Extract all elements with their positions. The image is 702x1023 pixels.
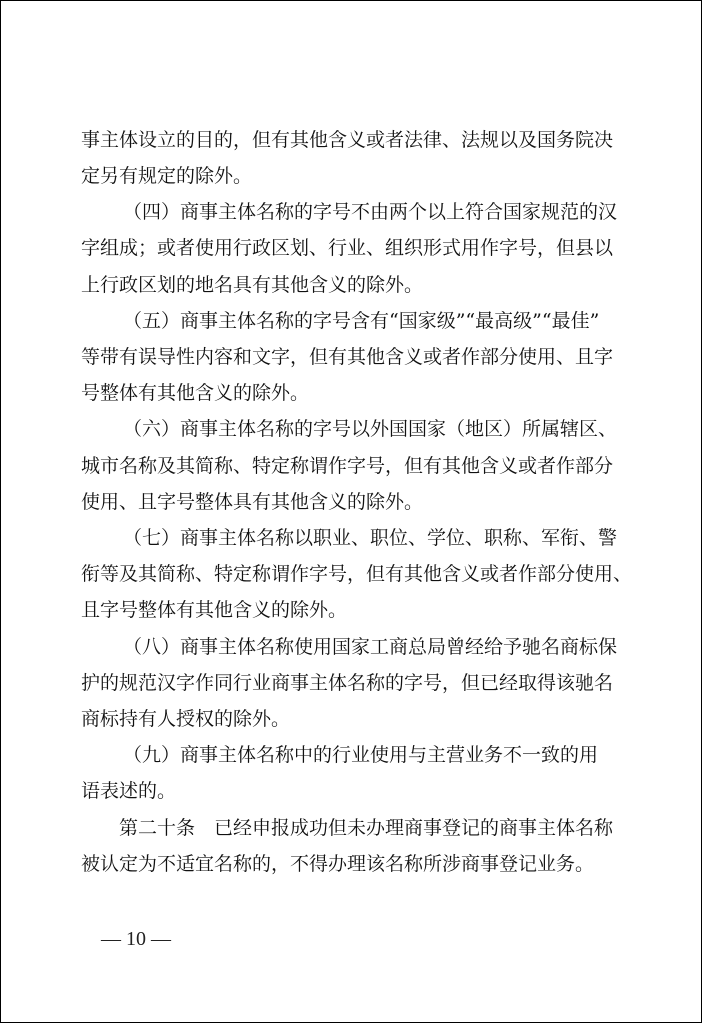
text-line: 使用、且字号整体具有其他含义的除外。 bbox=[81, 491, 424, 513]
text-line: 定另有规定的除外。 bbox=[81, 165, 253, 187]
text-line: （七）商事主体名称以职业、职位、学位、职称、军衔、警 bbox=[123, 527, 618, 549]
text-line: 被认定为不适宜名称的，不得办理该名称所涉商事登记业务。 bbox=[81, 853, 595, 875]
text-line: （八）商事主体名称使用国家工商总局曾经给予驰名商标保 bbox=[123, 636, 618, 658]
text-line: 护的规范汉字作同行业商事主体名称的字号，但已经取得该驰名 bbox=[81, 672, 614, 694]
text-line: 号整体有其他含义的除外。 bbox=[81, 382, 310, 404]
text-line: 字组成；或者使用行政区划、行业、组织形式用作字号，但县以 bbox=[81, 237, 614, 259]
text-line: 上行政区划的地名具有其他含义的除外。 bbox=[81, 274, 424, 296]
text-line: 等带有误导性内容和文字，但有其他含义或者作部分使用、且字 bbox=[81, 346, 614, 368]
text-line: 事主体设立的目的，但有其他含义或者法律、法规以及国务院决 bbox=[81, 129, 614, 151]
text-line: （五）商事主体名称的字号含有“国家级”“最高级”“最佳” bbox=[123, 310, 600, 332]
text-line: （六）商事主体名称的字号以外国国家（地区）所属辖区、 bbox=[123, 418, 618, 440]
text-line: 城市名称及其简称、特定称谓作字号，但有其他含义或者作部分 bbox=[81, 455, 614, 477]
text-line: 衔等及其简称、特定称谓作字号，但有其他含义或者作部分使用、 bbox=[81, 563, 633, 585]
text-line: （四）商事主体名称的字号不由两个以上符合国家规范的汉 bbox=[123, 201, 618, 223]
page-number: — 10 — bbox=[101, 928, 171, 950]
text-line: 语表述的。 bbox=[81, 780, 177, 802]
text-line: （九）商事主体名称中的行业使用与主营业务不一致的用 bbox=[123, 744, 599, 766]
text-line: 第二十条 已经申报成功但未办理商事登记的商事主体名称 bbox=[119, 817, 614, 839]
text-line: 商标持有人授权的除外。 bbox=[81, 708, 291, 730]
text-line: 且字号整体有其他含义的除外。 bbox=[81, 599, 348, 621]
